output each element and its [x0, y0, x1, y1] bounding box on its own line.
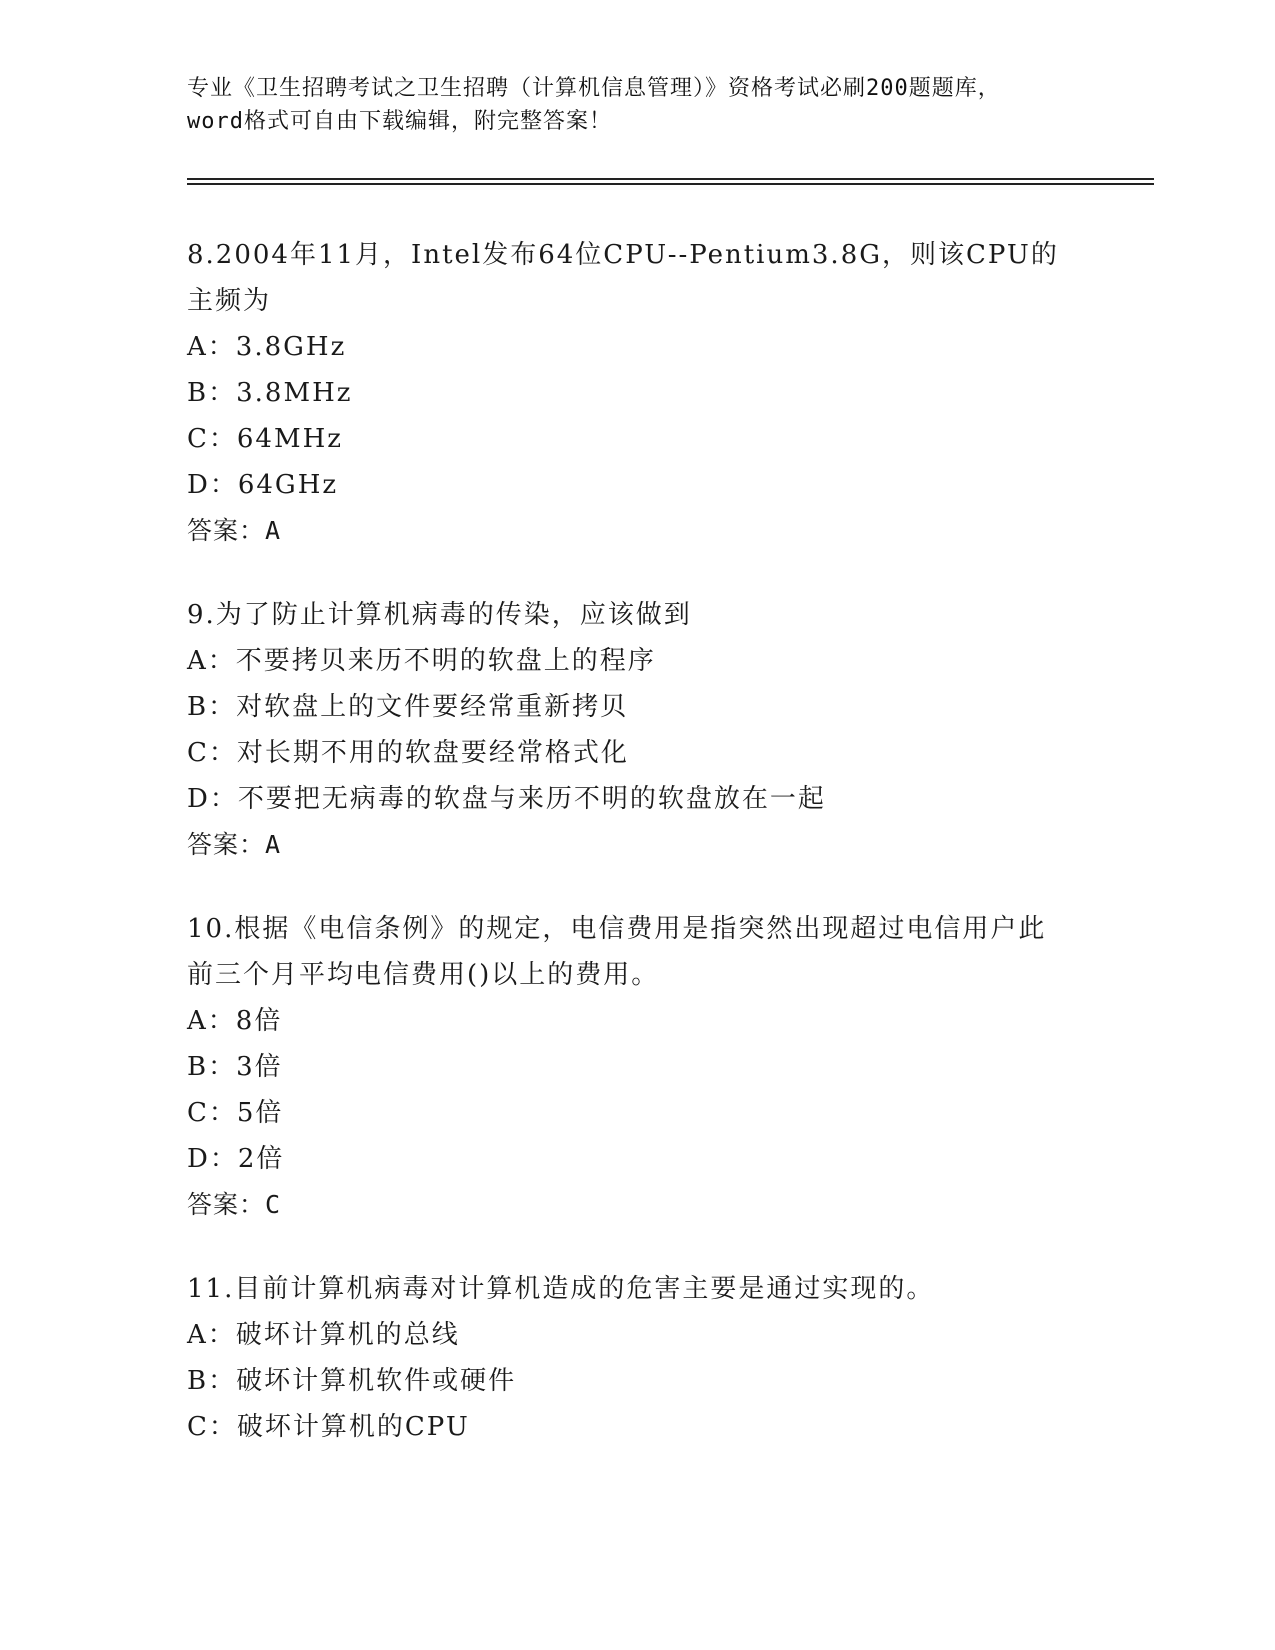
- question-10: [187, 906, 1087, 1228]
- header-line-1: 专业《卫生招聘考试之卫生招聘（计算机信息管理）》资格考试必刷200题题库，: [187, 76, 1001, 101]
- option-b: B：3倍: [187, 1052, 283, 1082]
- document-header: [187, 72, 1087, 138]
- option-c: C：5倍: [187, 1098, 284, 1128]
- option-c: C：破坏计算机的CPU: [187, 1412, 470, 1442]
- option-c: C：对长期不用的软盘要经常格式化: [187, 738, 629, 768]
- answer-label: 答案：A: [187, 516, 282, 545]
- header-divider-top: [187, 178, 1154, 180]
- question-stem: 11.目前计算机病毒对计算机造成的危害主要是通过实现的。: [187, 1274, 935, 1304]
- option-b: B：3.8MHz: [187, 378, 353, 408]
- question-11: [187, 1266, 1087, 1450]
- option-c: C：64MHz: [187, 424, 343, 454]
- option-a: A：破坏计算机的总线: [187, 1320, 460, 1350]
- option-a: A：不要拷贝来历不明的软盘上的程序: [187, 646, 656, 676]
- question-9: [187, 592, 1087, 868]
- header-line-2: word格式可自由下载编辑，附完整答案！: [187, 109, 612, 134]
- question-8: [187, 232, 1087, 554]
- option-a: A：8倍: [187, 1006, 283, 1036]
- answer-label: 答案：A: [187, 830, 282, 859]
- answer-label: 答案：C: [187, 1190, 282, 1219]
- option-d: D：2倍: [187, 1144, 285, 1174]
- question-list: [187, 232, 1087, 1488]
- option-b: B：对软盘上的文件要经常重新拷贝: [187, 692, 629, 722]
- question-stem: 10.根据《电信条例》的规定，电信费用是指突然出现超过电信用户此前三个月平均电信费用()以上的费用。: [187, 914, 1047, 990]
- option-d: D：64GHz: [187, 470, 339, 500]
- question-stem: 8.2004年11月，Intel发布64位CPU--Pentium3.8G，则该CPU的主频为: [187, 240, 1059, 316]
- option-a: A：3.8GHz: [187, 332, 347, 362]
- question-stem: 9.为了防止计算机病毒的传染，应该做到: [187, 600, 692, 630]
- option-d: D：不要把无病毒的软盘与来历不明的软盘放在一起: [187, 784, 826, 814]
- header-divider-bottom: [187, 183, 1154, 185]
- option-b: B：破坏计算机软件或硬件: [187, 1366, 517, 1396]
